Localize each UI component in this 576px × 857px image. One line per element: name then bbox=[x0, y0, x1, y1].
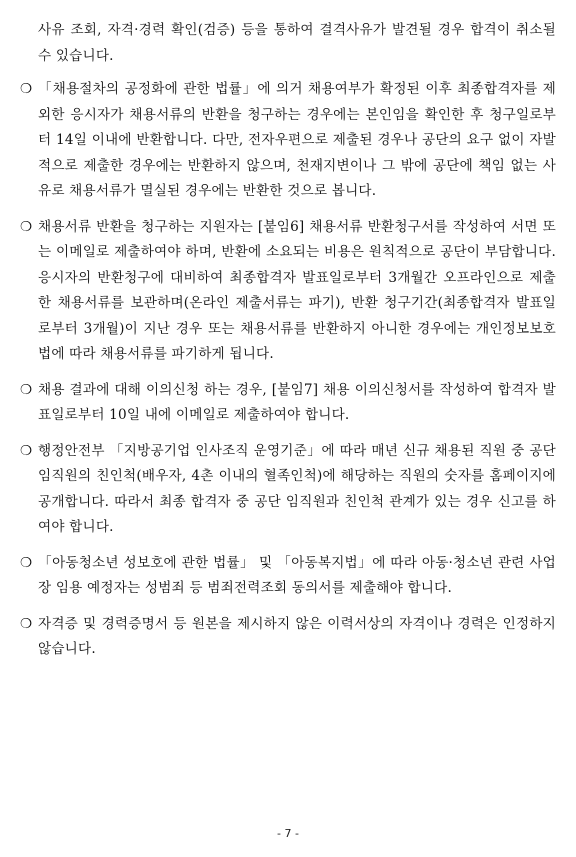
list-item-text: 행정안전부 「지방공기업 인사조직 운영기준」에 따라 매년 신규 채용된 직원 중 공단 임직원의 친인척(배우자, 4촌 이내의 혈족인척)에 해당하는 직원의 숫자를 홈페이지에 공개합니다. 따라서 최종 합격자 중 공단 임직원과 친인척 관계가 있는 경우 신고를 하여야 합니다. bbox=[38, 442, 556, 535]
circle-bullet-icon: ❍ bbox=[20, 381, 33, 398]
continued-paragraph: 사유 조회, 자격·경력 확인(검증) 등을 통하여 결격사유가 발견될 경우 합격이 취소될 수 있습니다. bbox=[38, 22, 556, 64]
list-item bbox=[20, 612, 556, 663]
circle-bullet-icon: ❍ bbox=[20, 554, 33, 571]
list-item-text: 자격증 및 경력증명서 등 원본을 제시하지 않은 이력서상의 자격이나 경력은 인정하지 않습니다. bbox=[38, 615, 556, 657]
list-item-text: 「아동청소년 성보호에 관한 법률」 및 「아동복지법」에 따라 아동·청소년 관련 사업장 임용 예정자는 성범죄 등 범죄전력조회 동의서를 제출해야 합니다. bbox=[38, 554, 556, 596]
list-item bbox=[20, 215, 556, 368]
document-body bbox=[20, 18, 556, 673]
list-item-text: 채용 결과에 대해 이의신청 하는 경우, [붙임7] 채용 이의신청서를 작성하여 합격자 발표일로부터 10일 내에 이메일로 제출하여야 합니다. bbox=[38, 381, 556, 423]
circle-bullet-icon: ❍ bbox=[20, 615, 33, 632]
list-item bbox=[20, 77, 556, 205]
circle-bullet-icon: ❍ bbox=[20, 218, 33, 235]
circle-bullet-icon: ❍ bbox=[20, 442, 33, 459]
list-item bbox=[20, 551, 556, 602]
page-number: - 7 - bbox=[277, 827, 299, 840]
circle-bullet-icon: ❍ bbox=[20, 81, 33, 97]
list-item bbox=[20, 439, 556, 541]
list-item bbox=[20, 378, 556, 429]
list-item-text: 채용서류 반환을 청구하는 지원자는 [붙임6] 채용서류 반환청구서를 작성하여 서면 또는 이메일로 제출하여야 하며, 반환에 소요되는 비용은 원칙적으로 공단이 부담합니다. 응시자의 반환청구에 대비하여 최종합격자 발표일로부터 3개월간 오프라인으로 제출한 채용서류를 보관하며(온라인 제출서류는 파기), 반환 청구기간(최종합격자 발표일로부터 3개월)이 지난 경우 또는 채용서류를 반환하지 아니한 경우에는 개인정보보호법에 따라 채용서류를 파기하게 됩니다. bbox=[38, 218, 556, 362]
list-item-text: 「채용절차의 공정화에 관한 법률」에 의거 채용여부가 확정된 이후 최종합격자를 제외한 응시자가 채용서류의 반환을 청구하는 경우에는 본인임을 확인한 후 청구일로부터 14일 이내에 반환합니다. 다만, 전자우편으로 제출된 경우나 공단의 요구 없이 자발적으로 제출한 경우에는 반환하지 않으며, 천재지변이나 그 밖에 공단에 책임 없는 사유로 채용서류가 멸실된 경우에는 반환한 것으로 봅니다. bbox=[38, 81, 556, 199]
